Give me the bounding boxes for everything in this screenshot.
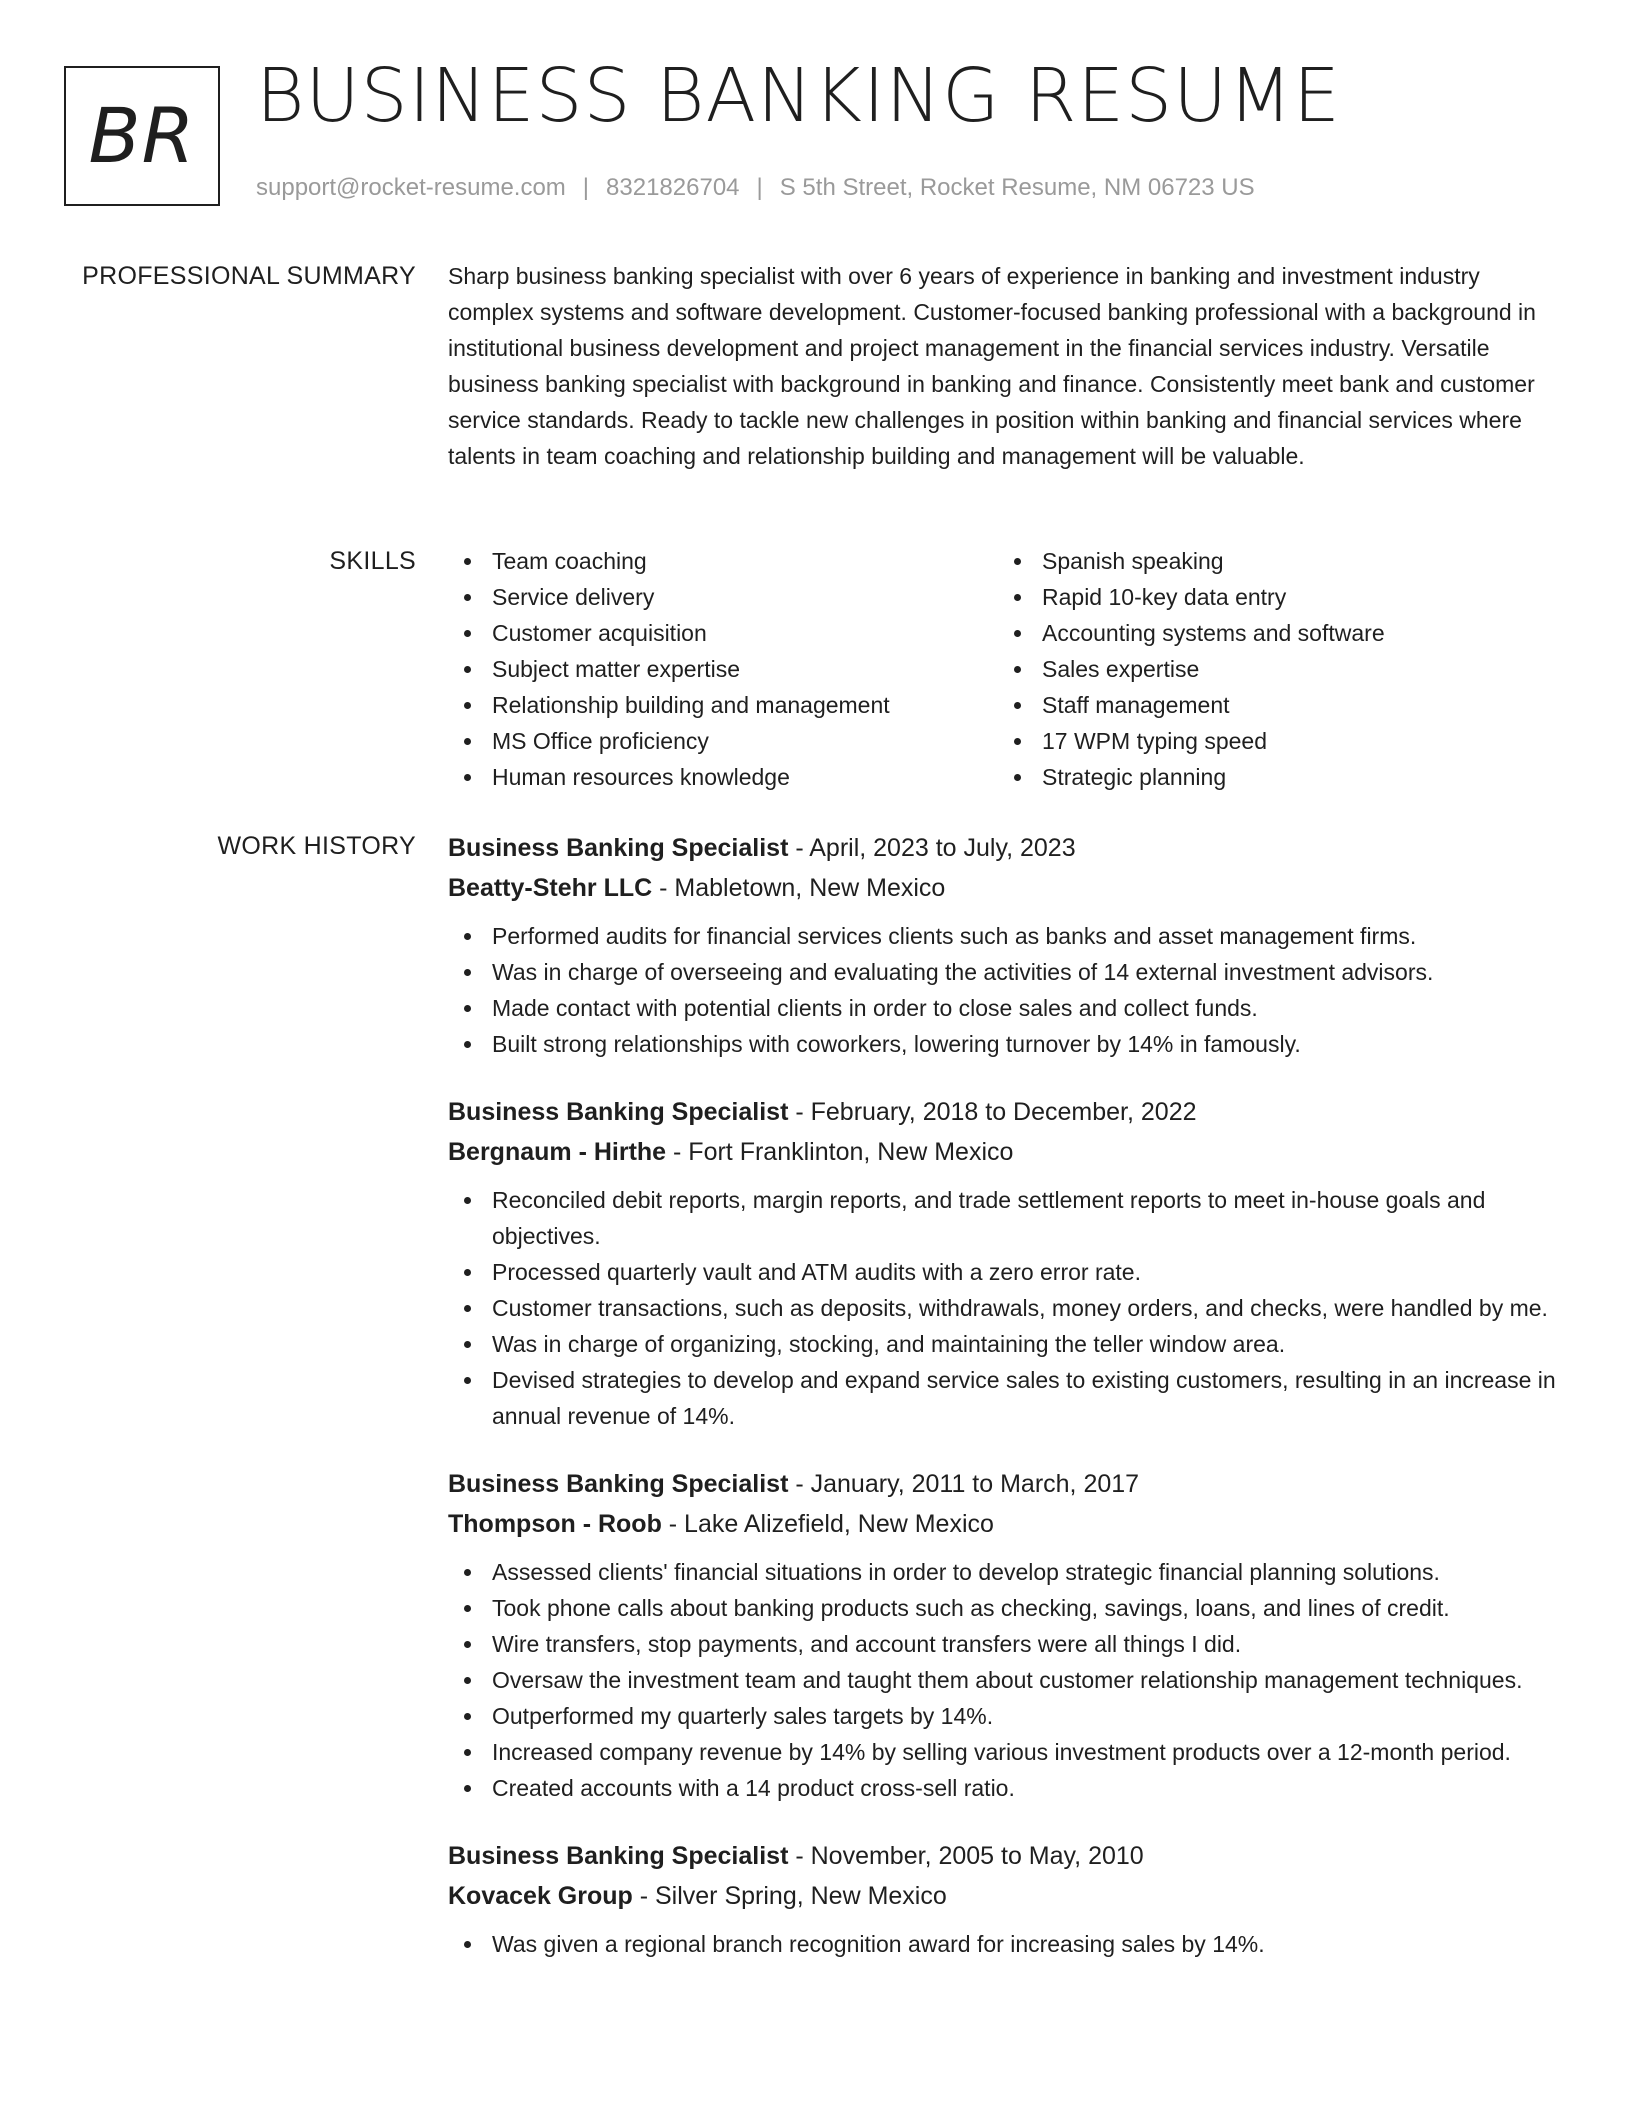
contact-separator: | — [756, 174, 763, 201]
job-bullet-list — [448, 1926, 1570, 1962]
job-bullet: Devised strategies to develop and expand service sales to existing customers, resulting in an increase in annual revenue of 14%. — [448, 1362, 1570, 1434]
skill-item: Spanish speaking — [998, 543, 1548, 579]
contact-email[interactable]: support@rocket-resume.com — [256, 174, 566, 201]
job-bullet: Assessed clients' financial situations in order to develop strategic financial planning solutions. — [448, 1554, 1570, 1590]
skill-item: 17 WPM typing speed — [998, 723, 1548, 759]
job-company: Thompson - Roob — [448, 1510, 662, 1538]
job-bullet: Was in charge of overseeing and evaluating the activities of 14 external investment advisors. — [448, 954, 1570, 990]
job-dates: - November, 2005 to May, 2010 — [788, 1842, 1144, 1870]
job-company: Kovacek Group — [448, 1882, 633, 1910]
job-location: - Lake Alizefield, New Mexico — [661, 1510, 994, 1538]
work-history-heading: WORK HISTORY — [217, 832, 416, 860]
job-bullet: Took phone calls about banking products such as checking, savings, loans, and lines of credit. — [448, 1590, 1570, 1626]
summary-body — [448, 258, 1570, 474]
job-dates: - April, 2023 to July, 2023 — [788, 834, 1076, 862]
job-bullet: Made contact with potential clients in order to close sales and collect funds. — [448, 990, 1570, 1026]
skill-item: Accounting systems and software — [998, 615, 1548, 651]
job-company-line — [448, 868, 1570, 908]
job-title: Business Banking Specialist — [448, 834, 789, 862]
skill-item: Customer acquisition — [448, 615, 998, 651]
job-bullet: Customer transactions, such as deposits, withdrawals, money orders, and checks, were handled by me. — [448, 1290, 1570, 1326]
skill-item: Rapid 10-key data entry — [998, 579, 1548, 615]
skills-list-right — [998, 543, 1548, 795]
job-entry — [448, 1836, 1570, 1962]
skill-item: Strategic planning — [998, 759, 1548, 795]
job-bullet: Performed audits for financial services clients such as banks and asset management firms. — [448, 918, 1570, 954]
job-company-line — [448, 1132, 1570, 1172]
job-dates: - February, 2018 to December, 2022 — [788, 1098, 1197, 1126]
skills-body — [448, 543, 1570, 795]
job-entry — [448, 828, 1570, 1062]
job-title-line — [448, 828, 1570, 868]
monogram-initials: BR — [88, 91, 196, 180]
contact-line — [256, 174, 1255, 202]
job-bullet: Processed quarterly vault and ATM audits with a zero error rate. — [448, 1254, 1570, 1290]
job-company-line — [448, 1504, 1570, 1544]
contact-address: S 5th Street, Rocket Resume, NM 06723 US — [779, 174, 1255, 201]
skill-item: Sales expertise — [998, 651, 1548, 687]
skills-columns — [448, 543, 1570, 795]
job-location: - Fort Franklinton, New Mexico — [666, 1138, 1014, 1166]
job-bullet: Increased company revenue by 14% by selling various investment products over a 12-month period. — [448, 1734, 1570, 1770]
job-dates: - January, 2011 to March, 2017 — [788, 1470, 1140, 1498]
skill-item: Staff management — [998, 687, 1548, 723]
job-bullet: Was in charge of organizing, stocking, and maintaining the teller window area. — [448, 1326, 1570, 1362]
contact-phone[interactable]: 8321826704 — [606, 174, 740, 201]
job-bullet: Was given a regional branch recognition award for increasing sales by 14%. — [448, 1926, 1570, 1962]
job-company-line — [448, 1876, 1570, 1916]
job-location: - Silver Spring, New Mexico — [632, 1882, 947, 1910]
contact-separator: | — [582, 174, 590, 201]
job-bullet-list — [448, 1554, 1570, 1806]
job-bullet-list — [448, 918, 1570, 1062]
monogram-box — [64, 66, 220, 206]
job-title: Business Banking Specialist — [448, 1470, 789, 1498]
job-title-line — [448, 1464, 1570, 1504]
job-title: Business Banking Specialist — [448, 1098, 789, 1126]
skills-list-left — [448, 543, 998, 795]
summary-text: Sharp business banking specialist with over 6 years of experience in banking and investment industry complex systems and software development. Customer-focused banking professional with a background in institutional business development and project management in the financial services industry. Versatile business banking specialist with background in banking and finance. Consistently meet bank and customer service standards. Ready to tackle new challenges in position within banking and financial services where talents in team coaching and relationship building and management will be valuable. — [448, 263, 1536, 469]
skills-heading: SKILLS — [329, 547, 416, 575]
job-location: - Mabletown, New Mexico — [652, 874, 946, 902]
job-title-line — [448, 1836, 1570, 1876]
skill-item: Team coaching — [448, 543, 998, 579]
job-bullet: Built strong relationships with coworkers, lowering turnover by 14% in famously. — [448, 1026, 1570, 1062]
job-bullet: Oversaw the investment team and taught them about customer relationship management techniques. — [448, 1662, 1570, 1698]
skill-item: Subject matter expertise — [448, 651, 998, 687]
job-bullet-list — [448, 1182, 1570, 1434]
skill-item: Service delivery — [448, 579, 998, 615]
skill-item: Human resources knowledge — [448, 759, 998, 795]
summary-heading: PROFESSIONAL SUMMARY — [82, 262, 416, 290]
job-entry — [448, 1464, 1570, 1806]
job-bullet: Outperformed my quarterly sales targets by 14%. — [448, 1698, 1570, 1734]
job-title: Business Banking Specialist — [448, 1842, 789, 1870]
job-title-line — [448, 1092, 1570, 1132]
job-entry — [448, 1092, 1570, 1434]
skill-item: Relationship building and management — [448, 687, 998, 723]
resume-title: BUSINESS BANKING RESUME — [256, 53, 1341, 139]
job-bullet: Reconciled debit reports, margin reports, and trade settlement reports to meet in-house goals and objectives. — [448, 1182, 1570, 1254]
skill-item: MS Office proficiency — [448, 723, 998, 759]
work-history-body — [448, 828, 1570, 1992]
job-company: Beatty-Stehr LLC — [448, 874, 653, 902]
job-company: Bergnaum - Hirthe — [448, 1138, 667, 1166]
job-bullet: Created accounts with a 14 product cross-sell ratio. — [448, 1770, 1570, 1806]
job-bullet: Wire transfers, stop payments, and account transfers were all things I did. — [448, 1626, 1570, 1662]
